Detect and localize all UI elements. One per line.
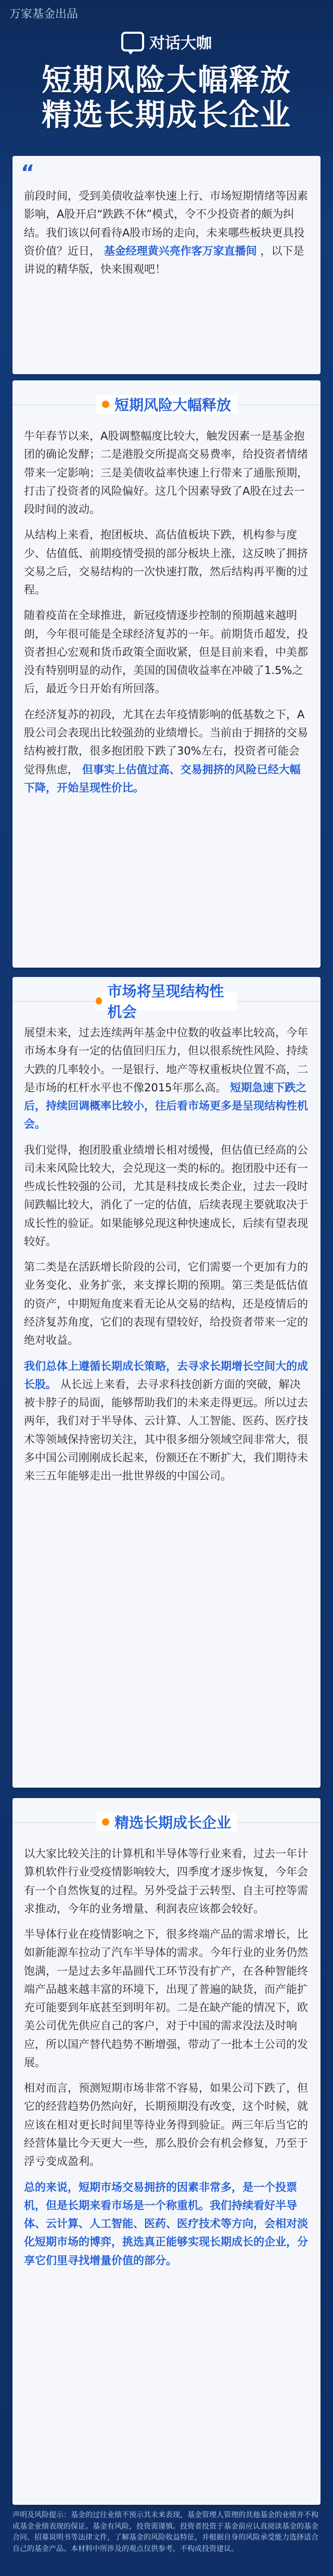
section-2-paragraph-4: 第二类是在活跃增长阶段的公司，它们需要一个更加有力的业务变化、业务扩张，来支撑长期的预期。第三类是低估值的资产，中期短角度来看无论从交易的结构，还是疫情后的经济复苏角度，它们的表现有望较好，给投资者带来一定的绝对收益。 bbox=[24, 1261, 308, 1347]
section-1-body bbox=[24, 427, 309, 804]
intro-paragraph-1: 前段时间，受到美债收益率快速上行、市场短期情绪等因素影响，A股开启“跌跌不休”模式，令不少投资者的颇为纠结。我们该以何看待A股市场的走向，未来哪些板块更具投资价值？近日， bbox=[24, 190, 308, 257]
section-1-paragraph-1: 牛年春节以来，A股调整幅度比较大，触发因素一是基金抱团的确论发酵；二是港股交所提高交易费率，给投资者情绪带来一定影响；三是美债收益率快速上行带来了通胀预期，打击了投资者的风险偏好。这几个因素导致了A股在过去一段时间的波动。 bbox=[24, 430, 308, 516]
intro-content bbox=[24, 187, 309, 279]
section-3-title-tag bbox=[96, 1813, 237, 1831]
quote-mark-icon: “ bbox=[21, 161, 35, 185]
section-1-title: 短期风险大幅释放 bbox=[114, 397, 231, 414]
talk-badge-label: 对话大咖 bbox=[149, 34, 212, 52]
section-2-paragraph-3: 我们觉得，抱团股重业绩增长相对缓慢，但估值已经高的公司未来风险比较大，会兑现这一类的标的。抱团股中还有一些成长性较强的公司，尤其是科技成长类企业，过去一段时间跌幅比较大，消化了一定的估值，后续表现主要就取决于成长性的验证。如果能够兑现这种快速成长，后续有望表现较好。 bbox=[24, 1143, 308, 1248]
section-3-card bbox=[12, 1798, 321, 2505]
section-3-paragraph-3: 相对而言，预测短期市场非常不容易，如果公司下跌了，但它的经营趋势仍然向好，长期预期没有改变，这个时候，就应该在相对更长时间里等待业务得到验证。两三年后当它的经营体量比今天更大一些，那么股价会有机会修复，乃至于浮亏变成盈利。 bbox=[24, 2082, 308, 2168]
disclaimer: 声明及风险提示：基金的过往业绩不预示其未来表现，基金管理人管理的其他基金的业绩并不构成基金业绩表现的保证。基金有风险，投资需谨慎。投资者投资于基金前应认真阅读基金的基金合同、招募说明书等法律文件，了解基金的风险收益特征，并根据自身的风险承受能力选择适合自己的基金产品。本材料中所涉及的观点仅供参考，不构成投资建议。 bbox=[12, 2511, 318, 2554]
section-2-title-bar bbox=[12, 983, 321, 1021]
hero-title-line-1: 短期风险大幅释放 bbox=[41, 62, 291, 98]
hero-title-line-2: 精选长期成长企业 bbox=[41, 97, 291, 133]
intro-card bbox=[12, 156, 321, 374]
section-1-paragraph-3: 随着疫苗在全球推进，新冠疫情逐步控制的预期越来越明朗，今年很可能是全球经济复苏的一年。前期货币超发，投资者担心宏观和货币政策全面收紧，但是目前来看，中美都没有特别明显的动作，美国的国债收益率在冲破了1.5%之后，最近今日开始有所回落。 bbox=[24, 609, 308, 695]
section-2-paragraph-1-text: 展望未来，过去连续两年基金中位数的收益率比较高，今年市场本身有一定的估值回归压力，但以很系统性风险、持续大跌的几率较小。一是银行、地产等权重板块位置不高，二是市场的杠杆水平也不像2015年那么高。 bbox=[24, 1026, 308, 1094]
section-3-body bbox=[24, 1845, 309, 2277]
section-3-paragraph-2: 半导体行业在疫情影响之下，很多终端产品的需求增长，比如新能源车拉动了汽车半导体的需求。今年行业的业务仍然饱满，一是过去多年晶圆代工环节没有扩产，在各种智能终端产品越来越丰富的环境下，出现了普遍的缺货，而产能扩充可能要到年底甚至到明年初。二是在缺产能的情况下，欧美公司优先供应自己的客户，对于中国的需求没法及时响应，所以国产替代趋势不断增强，带动了一批本土公司的发展。 bbox=[24, 1928, 308, 2069]
talk-badge bbox=[121, 30, 212, 53]
section-1-title-tag bbox=[96, 395, 237, 414]
section-3-highlight: 总的来说，短期市场交易拥挤的因素非常多，是一个投票机，但是长期来看市场是一个称重机。我们持续看好半导体、云计算、人工智能、医药、医疗技术等方向，会相对淡化短期市场的博弈，挑选真正能够实现长期成长的企业，分享它们里寻找增量价值的部分。 bbox=[24, 2181, 308, 2267]
intro-paragraph-2: ，以下是讲说的精华版，快来围观吧！ bbox=[24, 244, 304, 276]
section-1-paragraph-4-text: 在经济复苏的初段，尤其在去年疫情影响的低基数之下，A股公司会表现出比较强劲的业绩增长。当前由于拥挤的交易结构被打散，很多抱团股下跌了30%左右，投资者可能会觉得焦虑， bbox=[24, 708, 308, 776]
chat-bubble-icon bbox=[121, 32, 144, 51]
section-1-paragraph-4 bbox=[24, 706, 309, 797]
hero bbox=[0, 21, 333, 177]
section-3-title-bar bbox=[12, 1807, 321, 1839]
section-1-card bbox=[12, 380, 321, 968]
section-2-title: 市场将呈现结构性机会 bbox=[107, 983, 224, 1021]
section-2-title-tag bbox=[96, 983, 237, 1021]
section-dot-icon bbox=[102, 401, 109, 408]
section-1-paragraph-2: 从结构上来看，抱团板块、高估值板块下跌，机构参与度少、估值低、前期疫情受损的部分板块上涨，这反映了拥挤交易之后，交易结构的一次快速打散，然后结构再平衡的过程。 bbox=[24, 529, 308, 597]
section-2-highlight-2: 我们总体上遵循长期成长策略，去寻求长期增长空间大的成长股。 bbox=[24, 1359, 308, 1391]
section-2-highlight-1: 短期急速下跌之后，持续回调概率比较小，往后看市场更多是呈现结构性机会。 bbox=[24, 1081, 308, 1131]
section-2-paragraph-6: 从长远上来看，去寻求科技创新方面的突破，解决被卡脖子的局面，能够帮助我们的未来走得更远。所以过去两年，我们对于半导体、云计算、人工智能、医药、医疗技术等领域保持密切关注，其中很多细分领域空间非常大，很多中国公司刚刚成长起来，份额还在不断扩大，我们期待未来三五年能够走出一批世界级的中国公司。 bbox=[24, 1378, 308, 1483]
section-2-paragraph-5 bbox=[24, 1357, 309, 1486]
section-2-paragraph-1 bbox=[24, 1024, 309, 1134]
section-3-paragraph-4 bbox=[24, 2178, 309, 2270]
section-2-card bbox=[12, 977, 321, 1788]
section-dot-icon bbox=[102, 1818, 109, 1826]
intro-highlight: 基金经理黄兴亮作客万家直播间 bbox=[104, 244, 257, 257]
section-3-title: 精选长期成长企业 bbox=[114, 1814, 231, 1831]
brand-label: 万家基金出品 bbox=[9, 8, 79, 21]
section-1-title-bar bbox=[12, 390, 321, 421]
section-3-paragraph-1: 以大家比较关注的计算机和半导体等行业来看，过去一年计算机软件行业受疫情影响较大，四季度才逐步恢复，今年会有一个自然恢复的过程。另外受益于云转型、自主可控等需求推动，今年的业务增量、利润表应该都会较好。 bbox=[24, 1847, 308, 1915]
section-dot-icon bbox=[96, 997, 102, 1005]
section-1-highlight: 但事实上估值过高、交易拥挤的风险已经大幅下降，开始呈现性价比。 bbox=[24, 763, 301, 794]
section-2-body bbox=[24, 1024, 309, 1492]
